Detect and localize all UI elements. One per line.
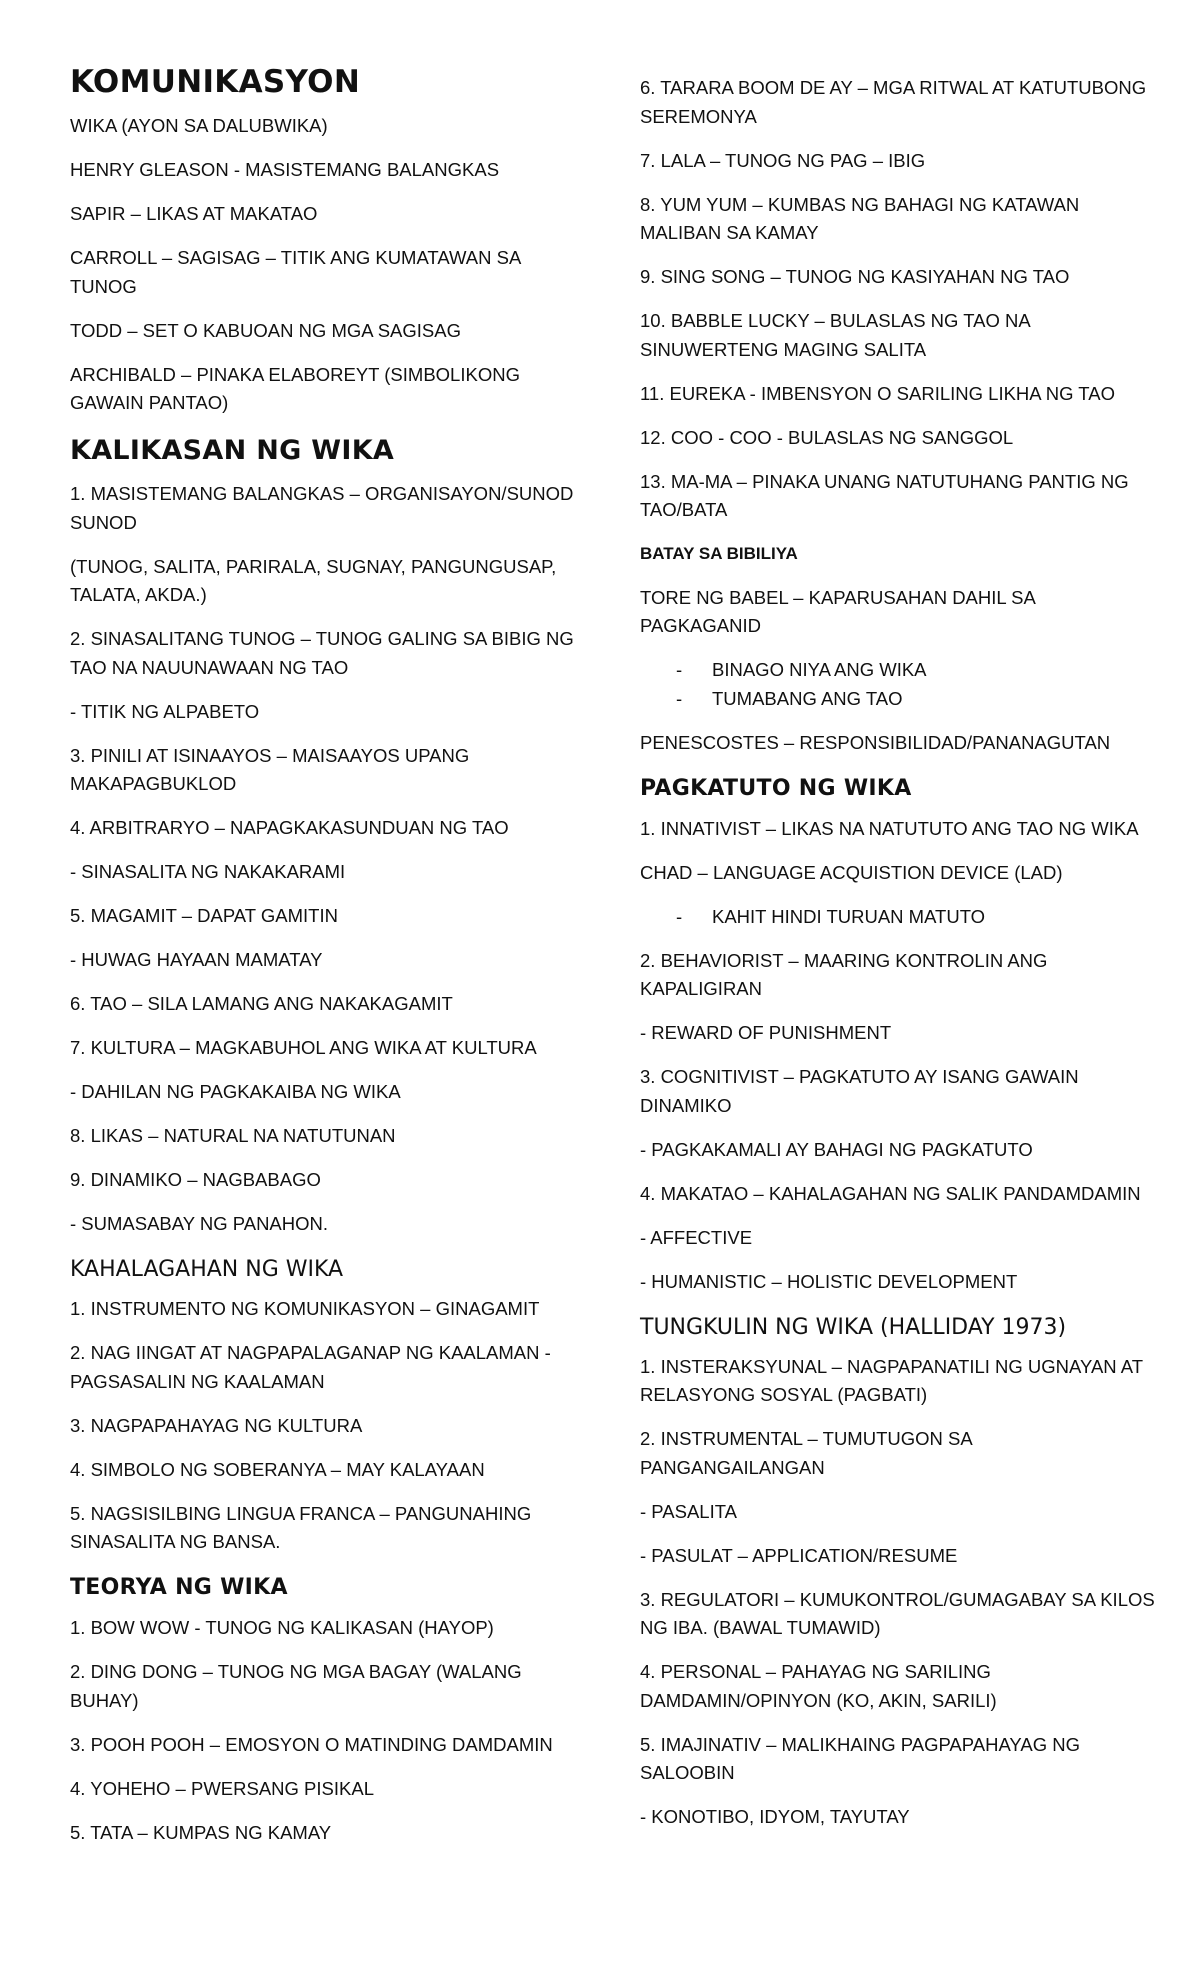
text-line: - PASULAT – APPLICATION/RESUME (640, 1544, 958, 1566)
text-line: - HUMANISTIC – HOLISTIC DEVELOPMENT (640, 1270, 1018, 1292)
pagkatuto-line-chad: CHAD – LANGUAGE ACQUISTION DEVICE (LAD) (640, 861, 1063, 883)
text-line: 5. TATA – KUMPAS NG KAMAY (70, 1821, 332, 1843)
text-line: 13. MA-MA – PINAKA UNANG NATUTUHANG PANTIG NG TAO/BATA (640, 470, 1129, 520)
dash-bullet-icon: - (676, 905, 683, 927)
text-line: - PAGKAKAMALI AY BAHAGI NG PAGKATUTO (640, 1138, 1033, 1160)
heading-kahalagahan: KAHALAGAHAN NG WIKA (70, 1257, 344, 1282)
text-line: 2. INSTRUMENTAL – TUMUTUGON SA PANGANGAILANGAN (640, 1428, 972, 1478)
text-line: 1. INSTRUMENTO NG KOMUNIKASYON – GINAGAMIT (70, 1298, 540, 1319)
text-line: - SUMASABAY NG PANAHON. (70, 1213, 329, 1234)
text-line: - PASALITA (640, 1500, 737, 1522)
text-line: 9. SING SONG – TUNOG NG KASIYAHAN NG TAO (640, 266, 1070, 287)
text-line: 2. BEHAVIORIST – MAARING KONTROLIN ANG KAPALIGIRAN (640, 949, 1048, 999)
kalikasan-section (70, 480, 590, 1239)
text-line: - REWARD OF PUNISHMENT (640, 1022, 892, 1043)
text-line: 4. PERSONAL – PAHAYAG NG SARILING DAMDAMIN/OPINYON (KO, AKIN, SARILI) (640, 1661, 997, 1711)
text-line: HENRY GLEASON - MASISTEMANG BALANGKAS (70, 159, 500, 180)
text-line: - KONOTIBO, IDYOM, TAYUTAY (640, 1806, 910, 1827)
text-line: 5. MAGAMIT – DAPAT GAMITIN (70, 905, 338, 926)
text-line: 11. EUREKA - IMBENSYON O SARILING LIKHA NG TAO (640, 382, 1115, 404)
text-line: 4. ARBITRARYO – NAPAGKAKASUNDUAN NG TAO (70, 817, 509, 838)
text-line: 5. NAGSISILBING LINGUA FRANCA – PANGUNAHING SINASALITA NG BANSA. (70, 1502, 532, 1552)
text-line: SAPIR – LIKAS AT MAKATAO (70, 203, 318, 224)
text-line: 3. COGNITIVIST – PAGKATUTO AY ISANG GAWAIN DINAMIKO (640, 1066, 1079, 1116)
text-line: 10. BABBLE LUCKY – BULASLAS NG TAO NA SINUWERTENG MAGING SALITA (640, 310, 1030, 360)
right-column (640, 74, 1160, 1847)
text-line: 3. PINILI AT ISINAAYOS – MAISAAYOS UPANG MAKAPAGBUKLOD (70, 744, 470, 794)
teorya-continued-section (640, 74, 1160, 525)
text-line: 3. NAGPAPAHAYAG NG KULTURA (70, 1414, 363, 1436)
text-line: 2. SINASALITANG TUNOG – TUNOG GALING SA BIBIG NG TAO NA NAUUNAWAAN NG TAO (70, 628, 574, 678)
bullet-item (640, 656, 1160, 685)
text-line: (TUNOG, SALITA, PARIRALA, SUGNAY, PANGUNGUSAP, TALATA, AKDA.) (70, 555, 557, 605)
text-line: 12. COO - COO - BULASLAS NG SANGGOL (640, 426, 1014, 448)
text-line: 9. DINAMIKO – NAGBABAGO (70, 1169, 321, 1190)
text-line: 4. MAKATAO – KAHALAGAHAN NG SALIK PANDAMDAMIN (640, 1182, 1141, 1204)
heading-komunikasyon: KOMUNIKASYON (70, 64, 361, 100)
penescostes-line: PENESCOSTES – RESPONSIBILIDAD/PANANAGUTAN (640, 731, 1111, 753)
text-line: 7. KULTURA – MAGKABUHOL ANG WIKA AT KULTURA (70, 1037, 537, 1058)
text-line: - TITIK NG ALPABETO (70, 700, 260, 722)
text-line: - SINASALITA NG NAKAKARAMI (70, 861, 346, 882)
bullet-item (640, 903, 1160, 932)
text-line: 5. IMAJINATIV – MALIKHAING PAGPAPAHAYAG NG SALOOBIN (640, 1733, 1080, 1783)
text-line: 1. INSTERAKSYUNAL – NAGPAPANATILI NG UGNAYAN AT RELASYONG SOSYAL (PAGBATI) (640, 1355, 1143, 1405)
pagkatuto-section (640, 947, 1160, 1297)
bullet-text: TUMABANG ANG TAO (712, 687, 903, 709)
text-line: 7. LALA – TUNOG NG PAG – IBIG (640, 149, 926, 171)
text-line: 6. TARARA BOOM DE AY – MGA RITWAL AT KATUTUBONG SEREMONYA (640, 77, 1147, 127)
text-line: 8. YUM YUM – KUMBAS NG BAHAGI NG KATAWAN MALIBAN SA KAMAY (640, 193, 1080, 243)
text-line: 1. MASISTEMANG BALANGKAS – ORGANISAYON/SUNOD SUNOD (70, 483, 574, 533)
text-line: ARCHIBALD – PINAKA ELABOREYT (SIMBOLIKONG GAWAIN PANTAO) (70, 363, 520, 413)
bullet-item (640, 685, 1160, 714)
tore-bullets (640, 656, 1160, 713)
text-line: - DAHILAN NG PAGKAKAIBA NG WIKA (70, 1081, 401, 1102)
text-line: - AFFECTIVE (640, 1226, 753, 1248)
tungkulin-section (640, 1353, 1160, 1832)
text-line: 3. POOH POOH – EMOSYON O MATINDING DAMDAMIN (70, 1733, 553, 1755)
dash-bullet-icon: - (676, 687, 683, 709)
bullet-text: KAHIT HINDI TURUAN MATUTO (712, 905, 986, 927)
text-line: - HUWAG HAYAAN MAMATAY (70, 949, 323, 970)
text-line: 4. YOHEHO – PWERSANG PISIKAL (70, 1777, 374, 1799)
heading-tungkulin: TUNGKULIN NG WIKA (HALLIDAY 1973) (640, 1314, 1067, 1340)
text-line: 8. LIKAS – NATURAL NA NATUTUNAN (70, 1125, 396, 1146)
pagkatuto-line-innativist: 1. INNATIVIST – LIKAS NA NATUTUTO ANG TAO NG WIKA (640, 817, 1139, 839)
chad-bullets (640, 903, 1160, 932)
teorya-section (70, 1614, 590, 1847)
heading-bibiliya: BATAY SA BIBILIYA (640, 544, 798, 563)
text-line: 2. DING DONG – TUNOG NG MGA BAGAY (WALANG BUHAY) (70, 1661, 522, 1711)
komunikasyon-section (70, 112, 590, 418)
text-line: 4. SIMBOLO NG SOBERANYA – MAY KALAYAAN (70, 1458, 485, 1480)
text-line: 2. NAG IINGAT AT NAGPAPALAGANAP NG KAALAMAN - PAGSASALIN NG KAALAMAN (70, 1342, 551, 1392)
text-line: 1. BOW WOW - TUNOG NG KALIKASAN (HAYOP) (70, 1617, 494, 1638)
text-line: TODD – SET O KABUOAN NG MGA SAGISAG (70, 319, 461, 341)
kahalagahan-section (70, 1295, 590, 1557)
text-line: CARROLL – SAGISAG – TITIK ANG KUMATAWAN SA TUNOG (70, 247, 521, 297)
heading-teorya: TEORYA NG WIKA (70, 1575, 288, 1600)
tore-line: TORE NG BABEL – KAPARUSAHAN DAHIL SA PAGKAGANID (640, 586, 1035, 636)
dash-bullet-icon: - (676, 659, 683, 680)
text-line: 6. TAO – SILA LAMANG ANG NAKAKAGAMIT (70, 993, 453, 1014)
heading-kalikasan: KALIKASAN NG WIKA (70, 435, 395, 466)
left-column (70, 62, 590, 1863)
text-line: 3. REGULATORI – KUMUKONTROL/GUMAGABAY SA KILOS NG IBA. (BAWAL TUMAWID) (640, 1588, 1155, 1638)
text-line: WIKA (AYON SA DALUBWIKA) (70, 115, 328, 136)
heading-pagkatuto: PAGKATUTO NG WIKA (640, 775, 912, 801)
bullet-text: BINAGO NIYA ANG WIKA (712, 659, 927, 680)
